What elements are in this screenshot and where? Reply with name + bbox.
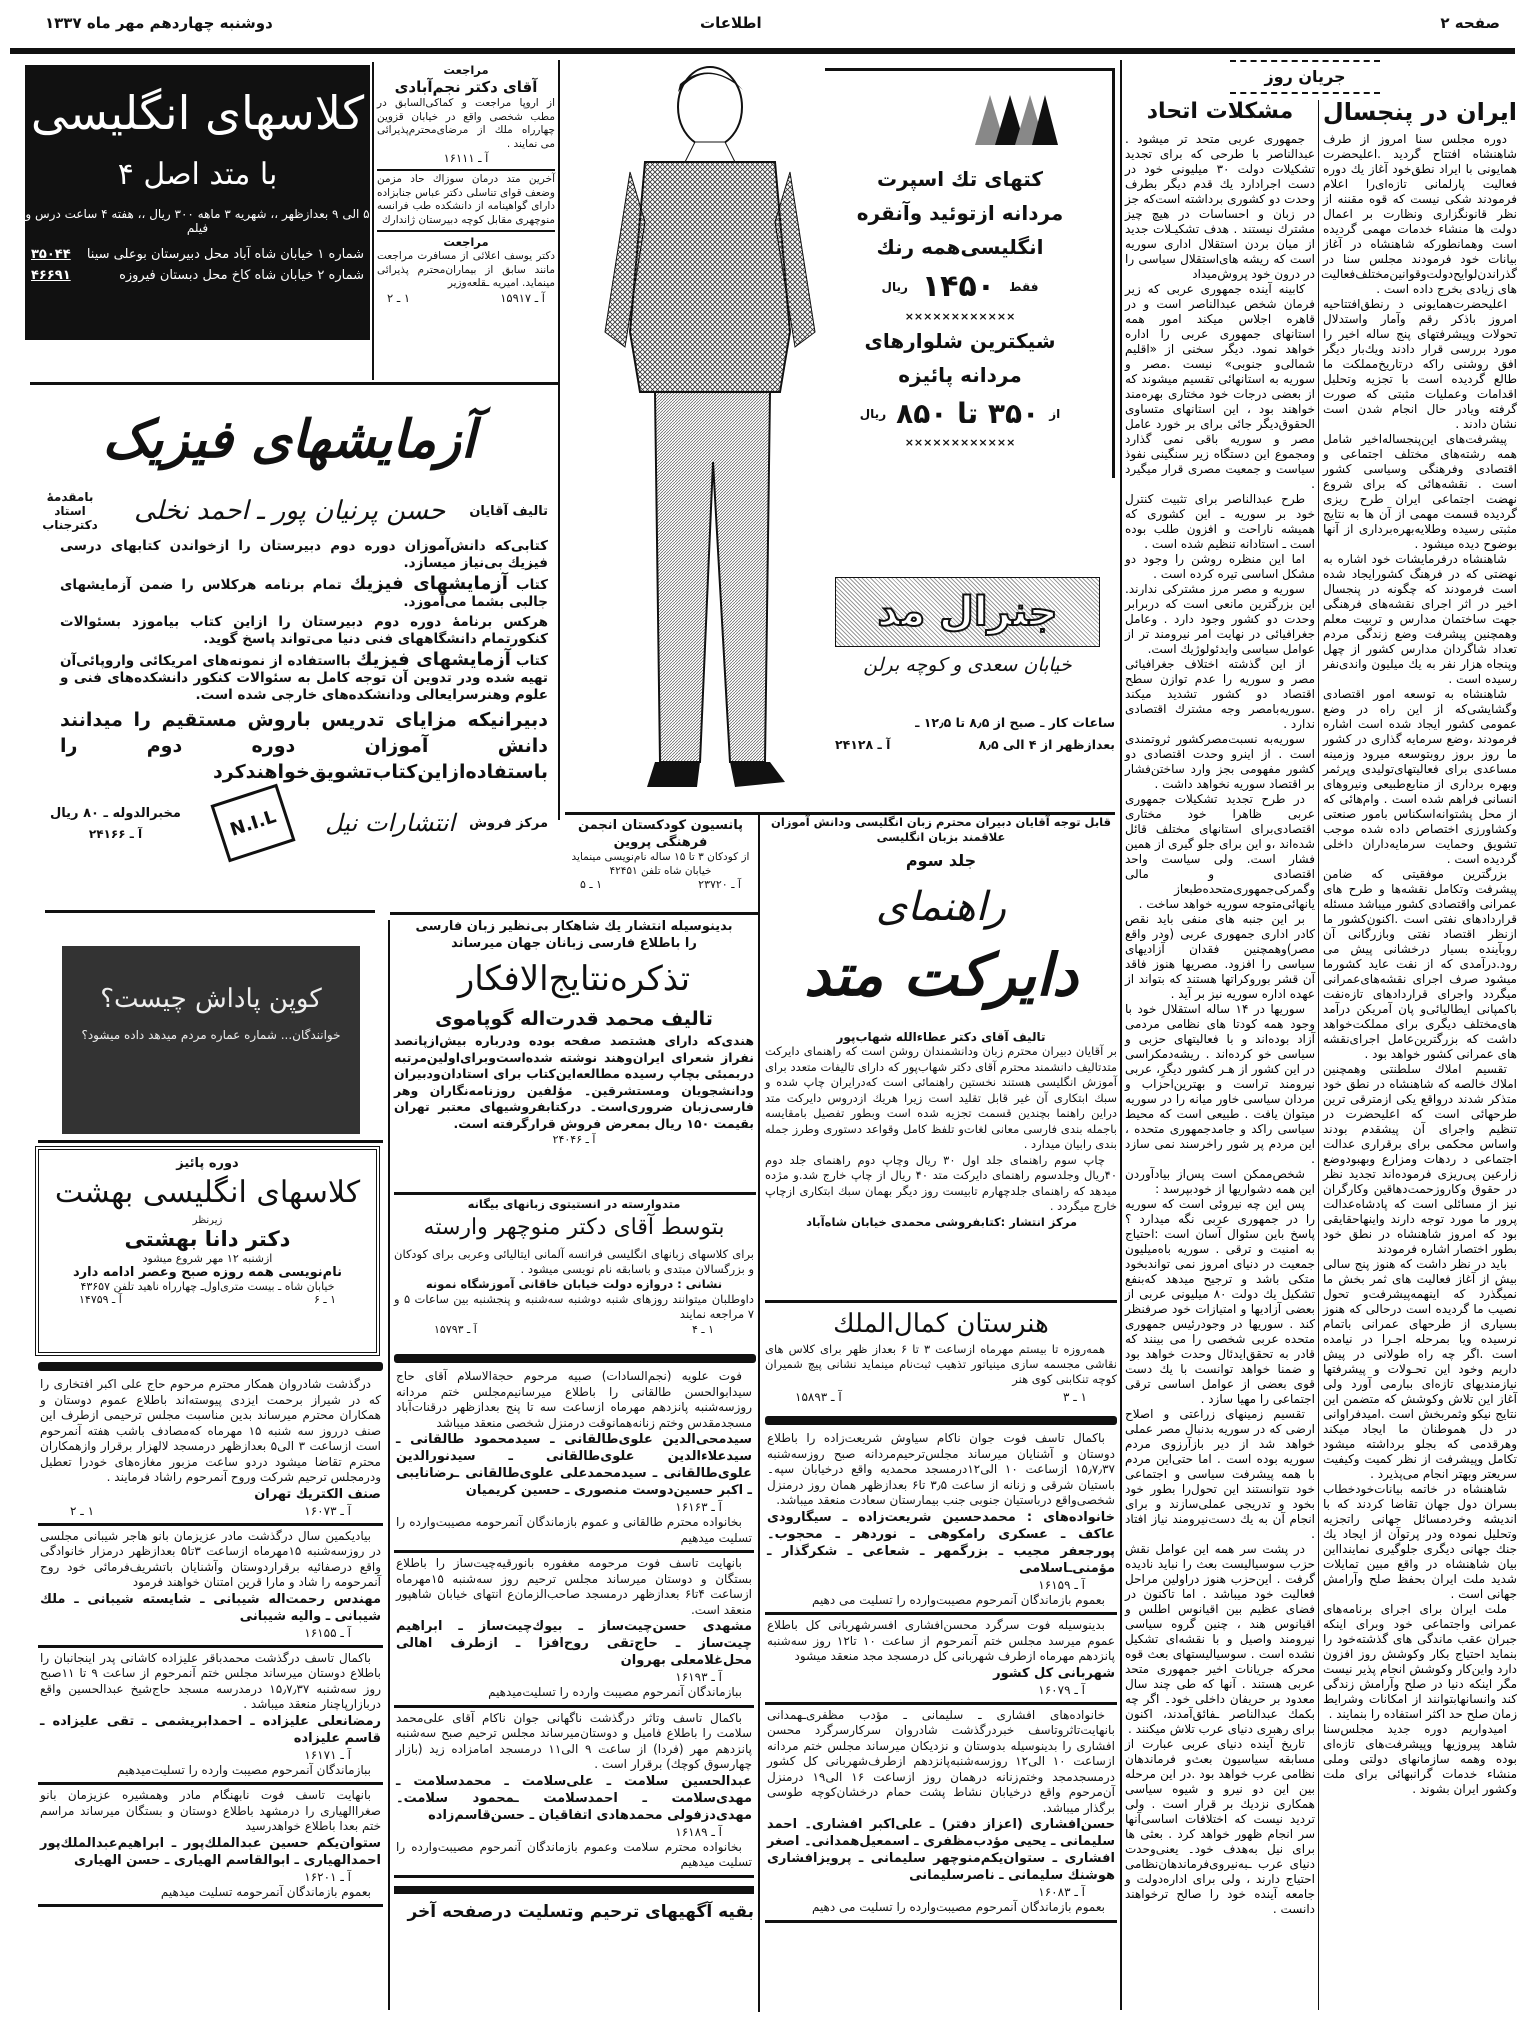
ad-doctor-jenabzadeh (377, 171, 555, 232)
obituary-text: بانهایت تاسف فوت نابهنگام مادر وهمشیره عزیزمان بانو صغراالهیاری را درمشهد باطلاع دوستان و بستگان میرساند مراسم ختم بعدا باطلاع خواهدرسید (40, 1788, 381, 1833)
suit-line-5: مردانه پائیزه (898, 363, 1022, 387)
ad-body: آخرین متد درمان سوزاك حاد مزمن وضعف قوای تناسلی دکتر عباس جنابزاده دارای گواهینامه از دانشکده طب فرانسه منوچهری مقابل کوچه دبیرستان ژاندارك (377, 173, 555, 226)
obituary-notice (765, 1428, 1117, 1615)
ad-code: آ ـ ۱۵۸۹۳ (795, 1390, 842, 1404)
registration: نام‌نویسی همه روزه صبح وعصر ادامه دارد (73, 1265, 342, 1280)
section-rule (45, 910, 375, 913)
ad-line: فرهنگی پروین (613, 835, 708, 850)
section-rule (38, 1362, 383, 1371)
obituary-text: باکمال تاسف فوت جوان ناکام سیاوش شریعت‌زاده را باطلاع دوستان و آشنایان میرساند مجلس‌ترحیم‌مردانه صبح روزسه‌شنبه ۱۵٫۷٫۳۷ ازساعت ۱۰ الی۱۲درمسجد محمدیه واقع درخیابان سپه۔ باستیان شرقی و زنانه از ساعت ۳٫۵ تا۶ بعدازظهر همان روز درمنزل شخصی‌واقع درباستیان جنوبی جنب بیمارستان سعادت منعقد میباشد. (767, 1431, 1115, 1507)
obituary-after: بخانواده محترم طالقانی و عموم بازماندگان آنمرحومه مصیبت‌وارده را تسلیت میدهیم (396, 1515, 752, 1545)
obituary-names: سیدمحی‌الدین علوی‌طالقانی ـ سیدمحمود طالقانی ـ سیدعلاءالدین علوی‌طالقانی ـ سیدنورالدین علوی‌طالقانی ـ سیدمحمدعلی علوی‌طالقانی ـرضانایبی ـ اکبر حسین‌دوست منصوری ـ حسین کریمیان (396, 1432, 752, 1498)
ad-title: کلاسهای انگلیسی بهشت (54, 1175, 361, 1210)
ad-address: نشانی : دروازه دولت خیابان خاقانی آموزشگاه نمونه (425, 1277, 723, 1291)
author: تالیف آقای دکتر عطاءالله شهاب‌پور (836, 1030, 1046, 1044)
obituary-text: درگذشت شادروان همکار محترم مرحوم حاج علی اکبر افتخاری را که در شیراز برحمت ایزدی پیوسته‌اند باطلاع عموم دوستان و همکاران محترم میرساند بدین مناسبت مجلس ترحیمی ازطرف این صنف درروز سه شنبه ۱۵ مهرماه که‌مصادف باشب هفته آنمرحوم است ازساعت ۳ الی۵ بعدازظهر درمسجد لالهزار برقرار وازهمکاران محترم تقاضا میشود دردو ساعت مزبور مغازه‌های خودرا تعطیل ودرمجلس ترحیم شرکت وروح آنمرحوم راشاد فرمایند . (40, 1377, 382, 1484)
obituary-notice (38, 1648, 383, 1786)
distribution-center: مرکز انتشار :کتابفروشی محمدی خیابان شاه‌آباد (806, 1214, 1077, 1229)
section-rule (394, 1192, 756, 1195)
ad-head: مراجعت (443, 63, 489, 77)
suit-line-4: شیکترین شلوارهای (864, 329, 1056, 353)
obituary-after: ببازماندگان آنمرحوم مصیبت وارده را تسلیت‌میدهیم (488, 1685, 742, 1699)
ad-english-classes (25, 65, 370, 340)
paragraph: سوریها در ۱۴ ساله استقلال خود با وجود همه کودتا های نظامی مردمی آزاد بوده‌اند و با فعالیتهای حزبی و سیاسی خو کرده‌اند . ریشه‌دمکراسی در این کشور از هـر کشور دیگرِ، عربی نیرومند تراست و بهترین‌احزاب و مردان سیاسی خاور میانه را در سوریه میتوان یافت . طبیعی است که محیط سیاسی راکد و جامدجمهوری متحده ، این مردم پر شور راخرسند نمی سازد . (1125, 1002, 1315, 1166)
kitab-label: کتاب (516, 653, 549, 669)
ad-serial: ۱ ـ ۲ (387, 290, 411, 305)
phone-1: ۳۵۰۴۴ (31, 247, 71, 262)
ad-address: خیابان شاه ـ بیست متری‌اول‌ـ چهارراه ناهید تلفن ۴۳۶۵۷ (80, 1280, 335, 1293)
obituary-after: بخانواده محترم سلامت وعموم بازماندگان آنمرحوم مصیبت‌وارده را تسلیت میدهیم (396, 1839, 752, 1869)
paragraph: امیدواریم دوره جدید مجلس‌سنا شاهد پیروزیها وپیشرفت‌های تازه‌ای بوده وهمه سازمانهای دولتی وملی منشاء خدمات گرانبهائی برای ملت وکشور ایران بشوند . (1323, 1722, 1517, 1796)
section-rule (394, 1354, 756, 1363)
ad-code: آ ـ ۲۴۱۲۸ (835, 737, 891, 752)
start-date: ازشنبه ۱۲ مهر شروع میشود (142, 1252, 273, 1265)
ad-title: آقای دکتر نجم‌آبادی (394, 78, 538, 96)
obituaries-right (765, 1428, 1117, 1923)
paragraph: دوره مجلس سنا امروز از طرف شاهنشاه افتتاح گردید .اعلیحضرت همایونی با ایراد نطق‌خود آغاز یك دوره فعالیت پارلمانی تازه‌ای‌را اعلام فرمودند شکی نیست که قوه مقننه از نظر قانونگزاری ونظارت بر اعمال دولت ها منشاء خدمات مهمی گردیده است وهمانطورکه شاهنشاه در آغاز بیانات خود فرمودند مجلس سنا در گذراندن‌لوایح‌دولت‌وقوانین‌مختلف‌فعالیت های زیادی بخرج داده است . (1320, 132, 1517, 296)
obituary-text: بیادیکمین سال درگذشت مادر عزیزمان بانو هاجر شیبانی مجلسی در روزسه‌شنبه ۱۵مهرماه ازساعت ۳تا۵ بعدازظهر درمزار خانوادگی واقع درصفائیه برقراردوستان وآشنایان باتشریف‌فرمائی خود روح آنمرحومه را شاد و مارا قرین امتنان خواهند فرمود (40, 1528, 381, 1589)
page-number: صفحه ۲ (1440, 14, 1500, 32)
brand-name: جنرال مد (877, 589, 1058, 635)
from-label: از (1049, 407, 1061, 421)
paragraph: در طرح تجدید تشکیلات جمهوری عربی ظاهرا خود مختاری اقتصادی‌برای استانهای مختلف قائل شده‌اند ،و این برای جلو گیری از همین فشار است. ولی سیاست واحد اقتصادی و مالی وگمرکی‌جمهوری‌متحده‌طبعاز یانهائی‌متوجه سوریه خواهد ساخت . (1125, 792, 1315, 911)
section-rule (765, 1416, 1117, 1425)
separator: ×××××××××××× (904, 310, 1016, 323)
paragraph: شاهنشاه در خاتمه بیانات‌خودخطاب بسران دول جهان تقاضا کردند که با اندیشه وخردمسائل جهانی راتجزیه وتحلیل نموده ودر پرتوآن از ایجاد یك جنك جهانی دیگری جلوگیری نمایندااین بیان شاهنشاه در واقع مبین تمایلات شدید ملت ایران بحفظ صلح وآرامش جهانی است . (1323, 1482, 1517, 1601)
paragraph: پس این چه نیروئی است که سوریه را در جمهوری عربی نگه میدارد ؟ پاسخ باین سئوال آسان است :احتیاج به امنیت و ترقی . سوریه باه‌میلیون جمعیت در دنیای امروز نمی تواندبخود متکی باشد و ترجیح میدهد که‌بنفع تشکیل یك دولت ۸۰ میلیونی عربی از بعضی آزادیها و امتیازات خود صرفنظر کند . سوریها در وجودرئیس جمهوری متحده عربی شخصی را می بینند که قادر به تحقق‌ایدئال وحدت خواهد بود و ضمنا خواهد توانست با یك دست قوی بعضی از عوامل اساسی ترقی اجتماعی را مهیا سازد . (1125, 1197, 1315, 1406)
shop-address: خیابان سعدی و کوچه برلن (863, 654, 1072, 676)
ad-body: هندی‌که دارای هشتصد صفحه بوده ودرباره بیش‌ازپانصد نفراز شعرای ایران‌وهند نوشته شده‌است‌وبرای‌اولین‌مرتبه دربمبئی بچاپ رسیده مطالعه‌این‌کتاب برای استادان‌ودبیران ودانشجویان ومستشرقین۔ مؤلفین روزنامه‌نگاران وهر فارسی‌زبان ضروری‌است۔ درکتابفروشیهای معتبر تهران بقیمت ۱۵۰ ریال بمعرض فروش قرارگرفته است. (394, 1033, 754, 1131)
obituary-after: ببازماندگان آنمرحوم مصیبت وارده را تسلیت‌میدهیم (117, 1762, 371, 1777)
ad-intro: قابل توجه آقایان دبیران محترم زبان انگلیسی ودانش آموزان علاقمند بزبان انگلیسی (771, 815, 1111, 844)
column-divider (758, 812, 760, 2012)
column-divider (1120, 60, 1122, 2010)
ad-code: آ ـ ۱۶۱۱۱ (443, 151, 489, 165)
issue-date: دوشنبه چهاردهم مهر ماه ۱۳۳۷ (45, 14, 273, 32)
kamal-code-row (765, 1387, 1117, 1405)
obituary-names: صنف الکتریك تهران (254, 1486, 381, 1502)
paragraph: اعلیحضرت‌همایونی د رنطق‌افتتاحیه امروز باذکر رقم وآمار واستدلال تحولات وپیشرفتهای پنج ساله اخیر را مورد بررسی قرار دادند ویك‌بار دیگر افق روشنی راکه درتاریخ‌مملکت ما طالع گردیده است با تجزیه وتحلیل اقدامات وعملیات مثبتی که صورت گرفته ویادر حال انجام شدن است نشان دادند . (1323, 297, 1517, 431)
phone-2: ۴۶۶۹۱ (31, 268, 71, 283)
section-rule (30, 382, 560, 385)
book-title: تذکره‌نتایج‌الافکار (457, 959, 691, 999)
physics-p1: کتابی‌که دانش‌آموزان دوره دوم دبیرستان را ازخواندن کتابهای درسی فیزیك بی‌نیاز میسازد. (60, 538, 548, 571)
section-rule (390, 912, 758, 915)
physics-p4: بااستفاده از نمونه‌های امریکائی واروپائی‌آن تهیه شده ودر تدوین آن توجه کامل به سئوالات کنکور دانشکده‌های فنی و علوم وهنرسرایعالی ودانشکده‌های خارجی شده است. (60, 653, 548, 703)
ad-code: آ ـ ۲۳۷۲۰ (698, 878, 741, 891)
obituary-text: خانواده‌های افشاری ـ سلیمانی ـ مؤدب مظفری‌ـهمدانی بانهایت‌تاثروتاسف خبردرگذشت شادروان سرکارسرگرد محسن افشاری را بدینوسیله بدوستان و نزدیکان میرساند مجلس ختم مردانه ازساعت ۱۰ الی۱۲ روزسه‌شنبه‌پانزدهم ازطرف‌شهربانی کل کشور درمسجدمجد وختم‌زنانه درهمان روز ازساعت ۱۶ الی۱۹ درمنزل آن‌مرحوم واقع درخیابان نشاط پشت حمام درخشان‌کوچه طوسی برگذار میباشد. (767, 1707, 1115, 1815)
branch-2: شماره ۲ خیابان شاه کاخ محل دبستان فیروزه (119, 268, 364, 283)
paragraph: طرح عبدالناصر برای تثبیت کنترل خود بر سوریه ـ این کشوری که همیشه ناراحت و افزون طلب بوده است ـ استادانه تنظیم شده است . (1125, 492, 1315, 551)
ad-head: مراجعت (443, 235, 489, 249)
ad-body: همه‌روزه تا بیستم مهرماه ازساعت ۳ تا ۶ بعداز ظهر برای کلاس های نقاشی مجسمه سازی مینیاتور تذهیب ثبت‌نام مینماید نشانی پیچ شمیران کوچه تنکابنی کوی هنر (765, 1342, 1117, 1386)
section-rule (765, 1300, 1117, 1303)
obituary-names: ستوان‌یکم حسین عبدالملك‌پور ـ ابراهیم‌عبدالملك‌پور احمدالهیاری ـ ابوالقاسم الهیاری ـ حسن الهیاری (40, 1835, 381, 1868)
brand-triangles-logo (970, 90, 1060, 150)
column-divider (388, 920, 390, 2010)
paragraph: سوریه و مصر مرز مشترکی ندارند. این بزرگترین مانعی است که دربرابر وحدت دو کشور وجود دارد . وعامل جغرافیائی در نهایت امر نیرومند تر از عوامل سیاسی وایدئولوژیك است. (1125, 582, 1315, 656)
ad-title: بتوسط آقای دکتر منوچهر وارسته (423, 1215, 725, 1240)
kitab-label: کتاب (516, 577, 548, 593)
obituary-after: بعموم بازماندگان آنمرحوم مصیبت‌وارده را تسلیت می دهیم (811, 1900, 1105, 1914)
obituary-after: بعموم بازماندگان آنمرحوم مصیبت‌وارده را تسلیت می دهیم (811, 1592, 1105, 1607)
ad-english-subtitle: با متد اصل ۴ (117, 157, 278, 192)
paragraph: کابینه آینده جمهوری عربی که زیر فرمان شخص عبدالناصر است و در قاهره اجلاس میکند امور همه استانهای جمهوری عربی را اداره خواهد نمود. دیگر سخنی از «اقلیم شمالی‌و جنوبی» نیست .مصر و سوریه به استانهائی تقسیم میشوند که از بعضی درجات خود مختاری بهره‌مند خواهند بود ، این استانهای متساوی الحقوق‌دیگر جائی برای بر خورد عامل مصر و سوریه باقی نمی گذارد ومجموع این دستگاه زیر سنگینی نفوذ سیاست و جمعیت مصری قرار میگیرد . (1125, 282, 1315, 491)
column-divider (1318, 100, 1319, 2010)
currency: ریال (881, 280, 908, 294)
obituary-code: آ ـ ۱۶۱۷۱ (304, 1747, 351, 1762)
ad-parvin-kindergarten (568, 817, 753, 892)
column-divider (558, 60, 560, 820)
obituary-names: حسن‌افشاری (اعزاز دفتر) ـ علی‌اکبر افشاری۔ احمد سلیمانی ـ یحیی مؤدب‌مظفری ـ اسمعیل‌همدانی۔ اصغر افشاری ـ ستوان‌یکم‌منوچهر سلیمانی ـ پرویزافشاری هوشنك سلیمانی ـ ناصرسلیمانی (767, 1817, 1115, 1883)
ad-code: آ ـ ۱۵۹۱۷ (500, 290, 545, 305)
obituary-names: مهندس رحمت‌اله شیبانی ـ شایسته شیبانی ـ ملك شیبانی ـ والیه شیبانی (40, 1591, 381, 1624)
school-title: هنرستان کمال‌الملك (833, 1309, 1049, 1339)
paragraph: شخص‌ممکن است پس‌از بیادآوردن این همه دشواریها از خودبپرسد : (1125, 1167, 1315, 1196)
obituaries-continued-note: بقیه آگهیهای ترحیم وتسلیت درصفحه آخر (394, 1886, 754, 1922)
obituaries-left (38, 1374, 383, 1907)
ad-vareste-institute (394, 1197, 754, 1337)
ad-code: آ ـ ۱۵۷۹۳ (434, 1323, 477, 1336)
book-name: آزمایشهای فیزیك (349, 573, 508, 594)
ad-line: را باطلاع فارسی زبانان جهان میرساند (451, 936, 697, 951)
headline-iran: ایران در پنجسال (1322, 98, 1517, 126)
ad-serial: ۱ ـ ۶ (313, 1293, 336, 1306)
book-author: تالیف محمد قدرت‌اله گوپاموی (435, 1008, 713, 1030)
obituary-code: آ ـ ۱۶۰۸۳ (1038, 1885, 1085, 1899)
column-divider (372, 62, 374, 380)
ad-physics-book (20, 390, 558, 853)
authors-names: حسن پرنیان پور ـ احمد نخلی (134, 496, 446, 526)
coupon-subtitle: خوانندگان... شماره عماره مردم میدهد داده میشود؟ (81, 1028, 341, 1042)
suit-line-2: مردانه ازتوئید وآنقره (856, 201, 1064, 225)
title-line-1: راهنمای (875, 884, 1007, 930)
paragraph: تقسیم املاك سلطنتی وهمچنین املاك خالصه که شاهنشاه در نطق خود متذکر شدند درواقع یکی ازمترقی ترین طرحهائی است که اعلیحضرت در تنظیم واجرای آن پیشقدم بودند واساس محکمی برای برقراری عدالت اجتماعی د ردهات ومزارع وبهبودوضع زارعین پی‌ریزی فرموده‌اند تجدید نظر در حقوق وکاروزحمت‌دهاقین وکارگران نیز از مسائلی است که پادشاه‌عدالت پرور ما مورد توجه دارند واینهاحقایقی بود که امروز شاهنشاه در نطق خود بطور اختصار اشاره فرمودند (1323, 1062, 1517, 1256)
paragraph: ملت ایران برای اجرای برنامه‌های عمرانی واجتماعی خود وبرای اینکه جبران عقب ماندگی های گذشته‌خود را بنماید احتیاج بکار وکوشش روز افزون دارد واین‌کار وکوشش انجام پذیر نیست مگر اینکه دنیا در صلح وآرامش زندگی کند وانسانهابتوانند از امکانات وشرایط زمان صلح حد اکثر استفاده را بنمایند . (1323, 1602, 1517, 1721)
ad-tazkareh-book (394, 918, 754, 1147)
obituary-names: رمضانعلی علیزاده ـ احمدابریشمی ـ تقی علیزاده ـ قاسم علیزاده (40, 1713, 381, 1746)
ad-serial: ۱ ـ ۴ (691, 1323, 714, 1336)
nil-logo (211, 784, 296, 863)
paragraph: تاریخ آینده دنیای عربی عبارت از مسابقه سیاسیون بعث‌و فرماندهان نظامی عرب خواهد بود .در این مرحله بین این دو نیرو و شیوه سیاسی همکاری نزدیك بر قرار است . ولی تردید نیست که اختلافات اساسی‌آنها سر انجام ظهور خواهد کرد . بعثی ها برای نیل به‌هدف خود۔ یعنی‌وحدت دنیای عرب ـبه‌نیروی‌فرماندهان‌نظامی احتیاج دارند ، ولی برای اداره‌دولت و جامعه آینده خود را صالح ترخواهند دانست . (1125, 1737, 1315, 1916)
obituary-text: باکمال تاسف وتاثر درگذشت ناگهانی جوان ناکام آقای علی‌محمد سلامت را باطلاع فامیل و دوستان‌میرساند مجلس ترحیم صبح سه‌شنبه پانزدهم مهر (فردا) از ساعت ۹ الی۱۱ درمسجد امامزاده زید (بازار چهارسوق کوچك) برقرار است . (396, 1710, 753, 1771)
physics-p3: هرکس برنامهٔ دوره دوم دبیرستان را ازاین کتاب بیاموزد بسئوالات کنکورتمام دانشگاههای فنی دنیا می‌تواند پاسخ گوید. (60, 614, 548, 647)
supervisor-name: دکتر دانا بهشتی (124, 1227, 291, 1251)
paragraph: اما این منظره روشن را وجود دو مشکل اساسی تیره کرده است . (1125, 552, 1315, 581)
ad-general-mode (565, 62, 1115, 812)
obituary-names: خانواده‌های : محمدحسین شریعت‌زاده ـ سیگارودی عاکف ـ عسکری رامکوهی ـ نوردهر ـ محجوب۔ پورجعفر مجیب ـ بزرگمهر ـ شعاعی ـ شکرگذار ـ مؤمنی‌ـاسلامی (767, 1509, 1115, 1576)
suit-line-3: انگلیسی‌همه رنك (876, 235, 1044, 259)
coupon-title: کوپن پاداش چیست؟ (100, 984, 322, 1014)
obituary-notice (394, 1553, 754, 1708)
ad-body-2: چاپ سوم راهنمای جلد اول ۳۰ ریال وچاپ دوم راهنمای جلد دوم ۴۰ریال وجلدسوم راهنمای دایرکت متد ۴۰ ریال از چاپ خارج شد.و مژده میدهد که راهنمای جلدچهارم تابیست روز دیگر بهمان سبك ابتکاری ازچاپ خارج میگردد . (765, 1152, 1118, 1213)
suit-man-illustration (585, 62, 825, 802)
paragraph: شاهنشاه درفرمایشات خود اشاره به نهضتی که در فرهنگ کشورایجاد شده است فرمودند که چگونه در پنجسال اخیر در اثر اجرای نقشه‌های فرهنگی جهت ساختمان مدارس و تربیت معلم وهمچنین پیشرفت وضع زندگی مردم تعداد شاگردان مدارس کشور از چهل وپنجاه هزار نفر به یك میلیون واندی‌نفر رسیده است . (1323, 552, 1517, 686)
paragraph: پیشرفت‌های این‌پنجساله‌اخیر شامل همه رشته‌های مختلف اجتماعی و اقتصادی وفرهنگی وسیاسی کشور است . نقشه‌هائی که برای شروع نهضت اجتماعی ایران طرح ریزی گردیده قسمت مهمی از آن ها به نتایج مثبتی رسیده وطلایه‌بهره‌برداری از آنها بوضوح دیده میشود . (1323, 432, 1517, 551)
ad-english-title: کلاسهای انگلیسی (30, 86, 365, 140)
obituary-names: مشهدی حسن‌چیت‌ساز ـ بیوك‌چیت‌ساز ـ ابراهیم چیت‌ساز ـ حاج‌تقی روح‌افزا ـ ازطرف اهالی محل‌غلامعلی بهروان (396, 1619, 752, 1668)
ad-line: بدینوسیله انتشار یك شاهکار بی‌نظیر زبان فارسی (415, 919, 733, 934)
obituary-notice (394, 1708, 754, 1878)
physics-p2: تمام برنامه هرکلاس را ضمن آزمایشهای جالبی بشما می‌آموزد. (60, 577, 548, 610)
supervision-label: زیرنظر (192, 1215, 223, 1226)
publisher-name: انتشارات نیل (325, 809, 456, 837)
ad-line: دوره پائیز (176, 1156, 239, 1171)
obituary-notice (765, 1615, 1117, 1705)
ad-body-2: داوطلبان میتوانند روزهای شنبه دوشنبه سه‌شنبه و پنجشنبه بین ساعات ۵ و ۷ مراجعه نمایند (394, 1292, 754, 1321)
ad-behesht-classes (35, 1146, 380, 1356)
section-rule (38, 1140, 383, 1143)
article-iran-body (1320, 132, 1517, 1797)
ad-code: آ ـ ۲۴۱۶۶ (88, 826, 143, 841)
jacket-price: ۱۴۵۰ (921, 269, 996, 304)
paragraph: سوریه‌به نسبت‌مصرکشور ثروتمندی است . از اینرو وحدت اقتصادی دو کشور مفهومی بجز وارد ساختن‌فشار بر اقتصاد سوریه نخواهد داشت . (1125, 732, 1315, 791)
paragraph: جمهوری عربی متحد تر میشود . عبدالناصر با طرحی که برای تجدید تشکیلات دولت ۳۰ میلیونی خود در دست اجرادارد یك قدم دیگر بطرف وحدت دو کشوری برداشته است‌که جز در زبان و احساسات در هیچ چیز مشترك نیستند . هدف تشکیـلات جدید از میان بردن استقلال اداری سوریه است که ریشه های‌استقلال سیاسی را در درون خود پروش‌میداد (1125, 132, 1315, 281)
ad-coupon (62, 946, 360, 1134)
obituary-names: عبدالحسین سلامت ـ علی‌سلامت ـ محمدسلامت ـ مهدی‌سلامت ـ احمدسلامت ـمحمود سلامت۔ مهدی‌دزفولی محمدهادی اتفاقیان ـ حسن‌قاسم‌زاده (396, 1773, 752, 1823)
obituary-after: بعموم بازماندگان آنمرحومه تسلیت میدهیم (160, 1884, 371, 1899)
address-price: مخبرالدوله ـ ۸۰ ریال (50, 805, 181, 821)
ad-body: برای کلاسهای زبانهای انگلیسی فرانسه آلمانی ایتالیائی وعربی برای کودکان و بزرگسالان مبتدی و باسابقه نام نویسی میشود . (394, 1247, 754, 1276)
paragraph: از این گذشته اختلاف جغرافیائی مصر و سوریه را عدم توازن سطح اقتصاد دو کشور تشدید میکند .سوریه‌بامصر وجه مشترك اقتصادی ندارد . (1125, 657, 1315, 731)
ad-physics-title: آزمایشهای فیزیک (102, 409, 476, 470)
paragraph: بزرگترین موفقیتی که ضامن پیشرفت وتکامل نقشه‌ها و طرح های عمرانی واقتصادی کشور میباشد مسئله قراردادهای نفتی است .اکنون‌کشور ما ازنظر اقتصاد نفتی وبازرگانی آن روبآینده بسیار درخشانی پیش می رود.درآمدی که از نفت عاید کشورما میشود صرف اجرای نقشه‌های‌عمرانی میگردد واجرای قراردادهای تازه‌نفت باکمپانی ایطالیائی‌و پان آمریکن درآمد های‌مختلف دیگری برای مملکت‌خواهد داشت که بزرگترین‌عامل اجرای‌نقشه های عمرانی کشور خواهد بود . (1323, 867, 1517, 1061)
ad-body: از اروپا مراجعت و کماکی‌السابق در مطب شخصی واقع در خیابان قزوین چهارراه ملك از مرضای‌محترم‌پذیرائی می نمایند . (377, 97, 555, 150)
branch-1: شماره ۱ خیابان شاه آباد محل دبیرستان بوعلی سینا (86, 247, 364, 262)
authors-label: تالیف آقایان (469, 503, 548, 519)
article-union-body (1125, 132, 1315, 1917)
doctor-ads-column (377, 60, 555, 309)
title-line-2: دایرکت متد (804, 941, 1078, 1009)
ad-english-schedule: ۵ الی ۹ بعدازظهر ،، شهریه ۳ ماهه ۳۰۰ ریال ،، هفته ۴ ساعت درس و فیلم (25, 207, 370, 235)
trousers-price: ۳۵۰ تا ۸۵۰ (896, 397, 1040, 430)
brand-logo (835, 577, 1100, 647)
paragraph: باید در نظر داشت که هنوز پنج سالی بیش از آغاز فعالیت های ثمر بخش ما نمیگذرد که اینهمه‌پیشرفت‌و تحول نصیب ما گردیده است درحالی که هنوز بسیاری از طرحهای عمرانی باتمام نرسیده ویا بمرحله اجـرا در نیامده است .اگر چه راه طولانی در پیش داریم وخود این تحـولات و پیشرفتها نیازمندیهای تازه‌ای ببارمی آورد ولی آغاز این تلاش وکوشش که متضمن این نتایج نیکو وثمربخش است .امیدفراوانی در دل هموطنان ما ایجاد میکند وهرقدمی که بجلو برداشته میشود تکامل وپیشرفت از نظر کمیت وکیفیت سریعتر وبهتر انجام می‌پذیرد . (1323, 1257, 1517, 1481)
ad-line: پانسیون کودکستان انجمن (577, 818, 744, 833)
ad-code: آ ـ ۱۴۷۵۹ (79, 1293, 122, 1306)
book-name: آزمایشهای فیزیك (355, 649, 511, 670)
obituary-code: آ ـ ۱۶۱۶۳ (675, 1500, 722, 1514)
obituary-code: آ ـ ۱۶۱۵۵ (304, 1625, 351, 1640)
currency: ریال (859, 407, 887, 421)
obituary-notice (765, 1705, 1117, 1923)
ad-code: آ ـ ۲۴۰۴۶ (552, 1133, 596, 1146)
sales-label: مرکز فروش (469, 815, 548, 831)
ad-serial: ۱ ـ ۳ (1062, 1390, 1087, 1404)
newspaper-name: اطلاعات (700, 14, 762, 32)
obituary-code: آ ـ ۱۶۰۷۳ (304, 1503, 351, 1518)
obituary-text: بدینوسیله فوت سرگرد محسن‌افشاری افسرشهربانی کل باطلاع عموم میرسد مجلس ختم آنمرحوم از ساعت ۱۰ تا۱۲ روز سه‌شنبه پانزدهم مهرماه ازطرف شهربانی کل درمسجد مجد منعقد میشود (767, 1618, 1116, 1663)
obituary-text: فوت علویه (نجم‌السادات) صبیه مرحوم حجة‌الاسلام آقای حاج سیدابوالحسن طالقانی را باطلاع میرسانیم‌مجلس ختم مردانه روزسه‌شنبه پانزدهم مهرماه ازساعت سه تا پنج بعدازظهر درقنات‌آباد مسجدمقدس وختم زنانه‌همانوقت درمنزل شخصی منعقد میباشد (396, 1369, 752, 1430)
intro-label: بامقدمهٔ استاد دکترجناب (42, 490, 98, 532)
ad-line: متدوارسته در انستیتوی زبانهای بیگانه (467, 1197, 681, 1211)
ad-kamal-ol-molk (765, 1306, 1117, 1405)
ad-doctor-najmabadi (377, 60, 555, 171)
obituary-notice (38, 1785, 383, 1907)
obituary-code: آ ـ ۱۶۱۸۹ (675, 1824, 722, 1839)
obituary-text: بانهایت تاسف فوت مرحومه مغفوره بانورقیه‌چیت‌ساز را باطلاع بستگان و دوستان میرساند مجلس ترحیم روز سه‌شنبه ۱۵مهرماه ازساعت ۴تا۶ بعدازظهر درمسجد صاحب‌الزمان‌ع انتهای خیابان شاهپور منعقد است. (396, 1556, 752, 1617)
obituary-code: آ ـ ۱۶۲۰۱ (304, 1869, 351, 1884)
nil-logo-text: N.I.L (227, 805, 279, 841)
section-label-box (1230, 60, 1380, 94)
hours-morning: ساعات کار ـ صبح از ۸٫۵ تا ۱۲٫۵ ـ (915, 715, 1115, 730)
section-label: جریان روز (1264, 67, 1346, 86)
header-rule (10, 48, 1515, 54)
obituary-notice (394, 1366, 754, 1553)
obituary-names: شهربانی کل کشور (993, 1665, 1115, 1681)
separator: ×××××××××××× (904, 436, 1016, 449)
paragraph: تقسیم زمینهای زراعتی و اصلاح ارضی که در سوریه بدنبال مصر عملی خواهد شد از دیر بازآرزوی مردم سوریه بوده است . اما حتی‌این مردم با همه پیشرفت سیاسی و اجتماعی خود نتوانستند این تحول‌را بطور خود بخود و تدریجی عملی‌سازند و برای انجام آن به یك دست‌نیرومند نیاز افتاد . (1125, 1407, 1315, 1541)
ad-direct-method (765, 815, 1117, 1229)
paragraph: بر این جنبه های منفی باید نقص کادر اداری جمهوری عربی (ودر واقع مصر)وهمچنین فقدان آزادیهای سیاسی را افزود. مصریها هنوز فاقد آن قشر بوروکراتها هستند که بتواند از عهده اداره سوریه نیز بر آید . (1125, 912, 1315, 1001)
suit-line-1: کتهای تك اسپرت (876, 167, 1044, 191)
paragraph: در پشت سر همه این عوامل نقش حزب سوسیالیست بعث را نباید نادیده گرفت . این‌حزب هنوز دراولین مراحل فعالیت خود میباشد . اما تاکنون در فضای عظیم بین اقیانوس اطلس و اقیانوس هند ، چنین گروه سیاسی نیرومند واصیل و با نقشه‌ای تشکیل نشده است . سوسیالیستهای بعث قوه محرکه جریانات اخیر جمهوری متحد عربی هستند . آنها که طی چند سال معدود بر حریفان داخلی خود۔ اگر چه بکمك عبدالناصر ـفائق‌آمدند، اکنون برای رهبری دنیای عرب تلاش میکنند . (1125, 1542, 1315, 1736)
obituary-text: باکمال تاسف درگذشت محمدباقر علیزاده کاشانی پدر اینجانبان را باطلاع دوستان میرساند مجلس ختم آنمرحوم از ساعت ۹ تا ۱۱صبح روز سه‌شنبه ۱۵٫۷٫۳۷ درمدرسه مسجد حاج‌شیخ عبدالحسین واقع دربازارپاچنار منعقد میباشد . (40, 1650, 382, 1711)
headline-union: مشکلات اتحاد (1146, 99, 1294, 124)
hours-afternoon: بعدازظهر از ۴ الی ۸٫۵ (978, 737, 1115, 752)
ad-body: بر آقایان دبیران محترم زبان ودانشمندان روشن است که راهنمای دایرکت متدتالیف دانشمند محترم آقای دکتر شهاب‌پور که دارای تالیفات متعدد برای آموزش انگلیسی هستند نخستین راهنمائی است که‌درایران چاپ شده و سبك ابتکاری آن غیر قابل تقلید است زیرا هریك ازدروس دایرکت متد دراین راهنما بچندین قسمت تجزیه شده است وبطور تفصیل بامقایسه باجمله بندی فارسی معانی لغات‌و تلفظ کامل وقواعد دستوری وطرز جمله بندی رابیان میدارد . (765, 1044, 1117, 1151)
obituary-notice (38, 1374, 383, 1526)
obituary-code: آ ـ ۱۶۰۷۹ (1038, 1682, 1085, 1697)
physics-p5: دبیرانیکه مزایای تدریس باروش مستقیم را میدانند دانش آموزان دوره دوم را باستفاده‌ازاین‌کتاب‌تشویق‌خواهندکرد (60, 709, 548, 783)
obituary-code: آ ـ ۱۶۱۹۳ (675, 1670, 722, 1684)
paragraph: شاهنشاه به توسعه امور اقتصادی وگشایشی‌که از این راه در وضع عمومی کشور ایجاد شده است اشاره فرمودند ،وضع سرمایه گذاری در کشور ما روز بروز روبتوسعه میرود وزمینه مساعدی برای فعالیتهای‌تولیدی وپرثمر وبهره برداری از منابع‌طبیعی ونیروهای انسانی فراهم شده است . وام‌هائی که از محل پشتوانه‌اسکناس بامور صنعتی وکشاورزی اختصاص داده شده موجب تشویق وحمایت سرمایه‌داران داخلی گردیده است . (1323, 687, 1517, 866)
price-only-label: فقط (1009, 280, 1039, 294)
ad-body: دکتر یوسف اعلائی از مسافرت مراجعت مانند سابق از بیماران‌محترم پذیرائی مینماید. امیریه ـقلعه‌وزیر (377, 250, 555, 289)
obituaries-middle (394, 1366, 754, 1922)
obituary-notice (38, 1526, 383, 1648)
obituary-code: آ ـ ۱۶۱۵۹ (1038, 1577, 1085, 1592)
ad-body: از کودکان ۳ تا ۱۵ ساله نام‌نویسی مینماید خیابان شاه تلفن ۴۲۴۵۱ (571, 851, 750, 877)
ad-doctor-alaei (377, 232, 555, 309)
ad-serial: ۱ ـ ۵ (580, 878, 603, 891)
obituary-serial: ۱ ـ ۲ (70, 1503, 95, 1518)
volume-label: جلد سوم (905, 851, 977, 870)
